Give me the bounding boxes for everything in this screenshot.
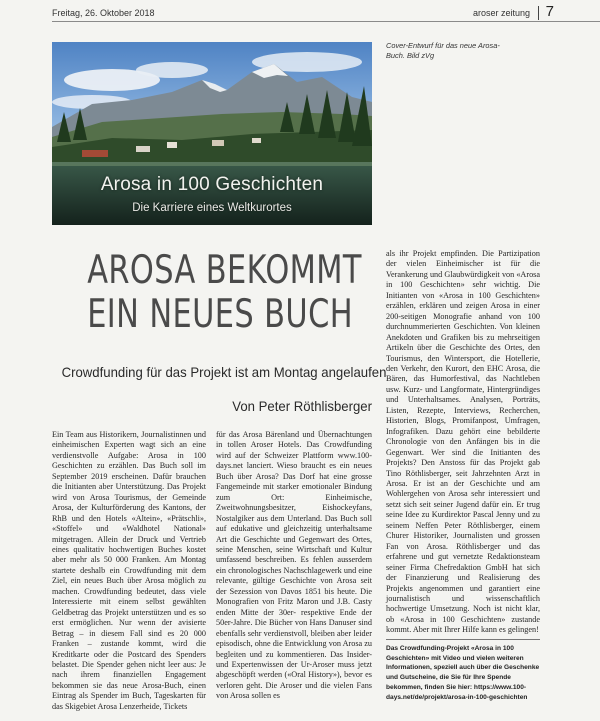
article-column-3	[386, 249, 540, 635]
cover-subtitle: Die Karriere eines Weltkurortes	[132, 202, 292, 214]
cover-title: Arosa in 100 Geschichten	[100, 174, 324, 195]
issue-date: Freitag, 26. Oktober 2018	[52, 8, 155, 18]
book-cover-photo	[52, 42, 372, 225]
article-subheadline: Crowdfunding für das Projekt ist am Montag angelaufen	[61, 364, 387, 380]
infobox-rule	[386, 639, 540, 640]
crowdfunding-infobox: Das Crowdfunding-Projekt «Arosa in 100 Geschichten» mit Video und vielen weiteren Informationen, speziell auch über die Geschenke und Gutscheine, die Sie für Ihre Spende bekommen, finden Sie hier: https://www.100-days.net/de/projekt/arosa-in-100-geschichten	[386, 645, 540, 701]
article-headline	[87, 248, 362, 337]
article-column-2	[216, 430, 372, 720]
column-2-text: für das Arosa Bärenland und Übernachtungen in tollen Aroser Hotels. Das Crowdfunding wird auf der Schweizer Plattform www.100-days.net lanciert. Wieso braucht es ein neues Buch über Arosa? Das Dorf hat eine grosse Fangemeinde mit starker emotionaler Bindung zum Ort: Einheimische, Zweitwohnungsbesitzer, Eishockeyfans, Nostalgiker aus dem Unterland. Das Buch soll auf edukative und gleichzeitig unterhaltsame Art die Geschichte und Gegenwart des Ortes, seine Menschen, seine Wirtschaft und Kultur umfassend beschreiben. Es fehlen ausserdem ein chronologisches Nachschlagewerk und eine relevante, gültige Geschichte von Arosa seit der Sezession von Davos 1851 bis heute. Die Monografien von Fritz Maron und J.B. Casty enden Mitte der 30er- respektive Ende der 50er-Jahre. Die Bücher von Hans Danuser sind ebenfalls sehr verdienstvoll, bleiben aber leider episodisch, ohne die Entwicklung von Arosa zu begleiten und zu kommentieren. Das Insider- und Expertenwissen der Ur-Aroser muss jetzt abgeschöpft werden («Oral History»), bevor es verloren geht. Die Aroser und die vielen Fans von Arosa sollen es	[216, 430, 372, 701]
page-number: 7	[545, 3, 554, 20]
header-rule	[52, 21, 600, 22]
publication-name: aroser zeitung	[472, 8, 530, 18]
headline-line-2: EIN NEUES BUCH	[87, 292, 353, 337]
photo-caption: Cover-Entwurf für das neue Arosa-Buch. Bild zVg	[386, 41, 500, 61]
column-1-text: Ein Team aus Historikern, Journalistinnen und einheimischen Experten wagt sich an eine verdienstvolle Aufgabe: Arosa in 100 Geschichten zu erzählen. Das Buch soll im September 2019 erscheinen. Dafür brauchen die Initianten aber Unterstützung. Das Projekt wird von Arosa Tourismus, der Gemeinde Arosa, der Kulturförderung des Kantons, der RhB und den Hotels «Altein», «Prätschli», «Stoffel» und «Waldhotel National» mitgetragen. Allein der Druck und Vertrieb eines qualitativ hochwertigen Buches kostet aber mehr als 50 000 Franken. Am Montag startete deshalb ein Crowdfunding mit dem Ziel, ein neues Buch über Arosa möglich zu machen. Crowdfunding bedeutet, dass viele Interessierte mit einem selbst gewählten Geldbetrag das Projekt unterstützen und es so erst ermöglichen. Nur wenn der avisierte Betrag – in diesem Fall sind es 20 000 Franken – zustande kommt, wird die Kreditkarte oder die Postcard des Spenders belastet. Die Spender gehen nicht leer aus: Je nach ihrem finanziellen Engagement bekommen sie das neue Arosa-Buch, einen Eintrag als Spender im Buch, Tageskarten für das Skigebiet Arosa Lenzerheide, Tickets	[52, 430, 206, 711]
header-divider	[538, 6, 539, 20]
headline-line-1: AROSA BEKOMMT	[87, 248, 362, 293]
column-3-text: als ihr Projekt empfinden. Die Partizipation der vielen Einheimischer ist für die Verankerung und Glaubwürdigkeit von «Arosa in 100 Geschichten» sehr wichtig. Die Initianten von «Arosa in 100 Geschichten» erzählen, erklären und zeigen Arosa in einer 200-seitigen Monografie anhand von 100 durchnummerierten Geschichten. Von kleinen Anekdoten und Grafiken bis zu mehrseitigen Artikeln über die Geschichte des Ortes, den Tourismus, den Wintersport, die Hotellerie, den Verkehr, den Kurort, den EHC Arosa, die Bären, das Humorfestival, das Nachtleben usw. Kurz- und Langformate, Hintergründiges und Unterhaltsames. Analysen, Porträts, Listen, Rezepte, Interviews, Recherchen, Historien, Blogs, Promifanpost, Umfragen, Infografiken. Dazu gehört eine bebilderte Chronologie von den Anfängen bis in die Gegenwart. Wer sind die Initianten des Projekts? Den Anstoss für das Projekt gab Tino Röthlisberger, seit Jahrzehnten Arzt in Arosa. Er ist an der Geschichte und am Wohlergehen von Arosa sehr interessiert und setzt sich seit seiner Jugend dafür ein. Er trug seine Idee zu Kurdirektor Pascal Jenny und zu seinem Neffen Peter Röthlisberger, einem Churer Historiker, Journalisten und grossen Fan von Arosa. Röthlisberger und das erfahrene und gut vernetzte Redaktionsteam seiner Firma Chefredaktion GmbH hat sich der Finanzierung und Realisierung des Projekts angenommen und garantiert eine journalistisch und wissenschaftlich hochwertige Umsetzung. Noch ist nicht klar, ob «Arosa in 100 Geschichten» zustande kommt. Aber mit Ihrer Hilfe kann es gelingen!	[386, 249, 540, 635]
mountain-landscape-illustration	[52, 42, 372, 225]
article-byline: Von Peter Röthlisberger	[232, 398, 372, 414]
article-column-1	[52, 430, 206, 720]
